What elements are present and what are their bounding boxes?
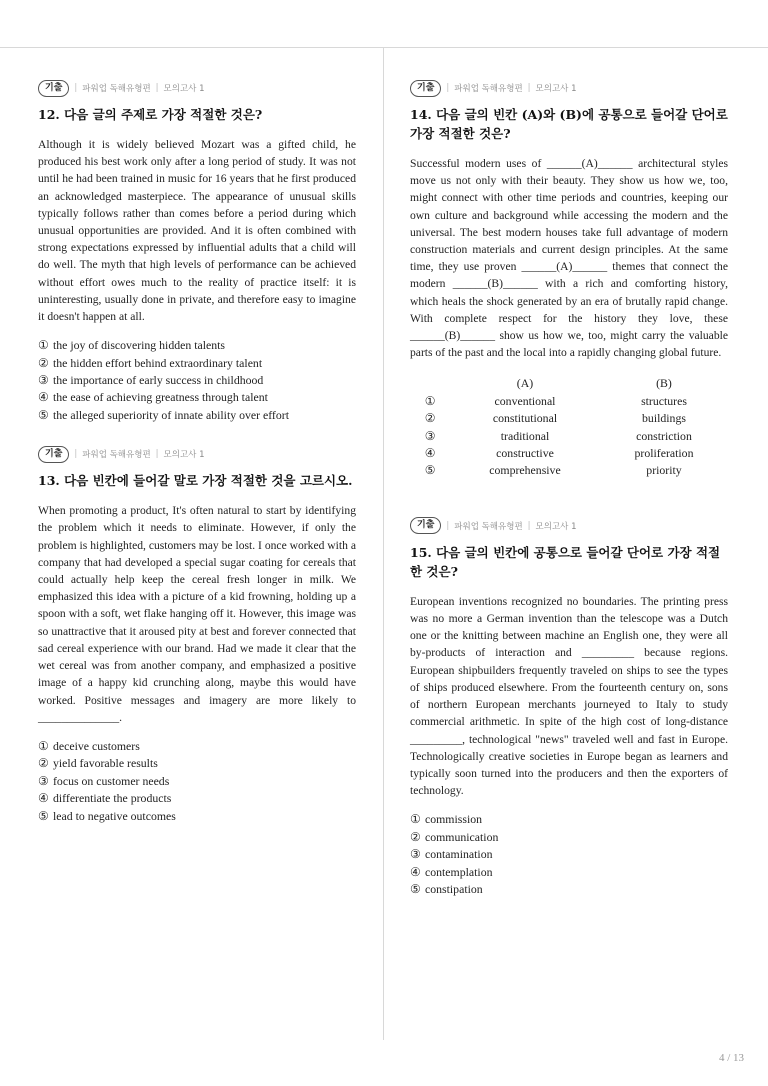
answer-option[interactable]: ② the hidden effort behind extraordinary talent — [38, 355, 263, 370]
answer-option[interactable]: ① deceive customers — [38, 738, 140, 753]
test-label: 모의고사 1 — [535, 521, 577, 532]
question-tag-row: 기출 | 파워업 독해유형편 | 모의고사 1 — [410, 78, 728, 98]
answer-option[interactable]: ④ the ease of achieving greatness through talent — [38, 390, 268, 405]
question-title: 14. 다음 글의 빈칸 (A)와 (B)에 공통으로 들어갈 단어로 가장 적절한 것은? — [410, 107, 728, 141]
answer-option[interactable]: ⑤ the alleged superiority of innate ability over effort — [38, 407, 289, 422]
answer-option[interactable]: ③ traditional constriction — [424, 428, 692, 443]
exam-badge: 기출 — [410, 517, 441, 534]
answer-options — [38, 337, 356, 424]
question-title: 13. 다음 빈칸에 들어갈 말로 가장 적절한 것을 고르시오. — [38, 473, 353, 489]
question-tag-row: 기출 | 파워업 독해유형편 | 모의고사 1 — [38, 444, 356, 464]
question-14 — [410, 78, 728, 480]
question-title: 15. 다음 글의 빈칸에 공통으로 들어갈 단어로 가장 적절한 것은? — [410, 544, 721, 579]
answer-option[interactable]: ④ differentiate the products — [38, 791, 172, 806]
answer-option[interactable]: ① the joy of discovering hidden talents — [38, 338, 225, 353]
answer-option[interactable]: ⑤ constipation — [410, 881, 483, 896]
question-tag-row: 기출 | 파워업 독해유형편 | 모의고사 1 — [410, 516, 728, 536]
answer-option[interactable]: ② constitutional buildings — [424, 411, 686, 426]
test-label: 모의고사 1 — [163, 450, 205, 461]
header-rule — [0, 47, 768, 48]
answer-option[interactable]: ① commission — [410, 812, 483, 827]
answer-options — [410, 811, 728, 898]
answer-option[interactable]: ⑤ lead to negative outcomes — [38, 808, 176, 823]
source-label: 파워업 독해유형편 — [82, 84, 151, 94]
test-label: 모의고사 1 — [535, 84, 577, 94]
source-label: 파워업 독해유형편 — [454, 521, 523, 532]
answer-option[interactable]: ② yield favorable results — [38, 756, 158, 771]
column-b-header: (B) — [656, 376, 672, 391]
test-label: 모의고사 1 — [163, 84, 205, 94]
exam-badge: 기출 — [38, 80, 69, 97]
right-column — [410, 78, 728, 898]
question-tag-row: 기출 | 파워업 독해유형편 | 모의고사 1 — [38, 78, 356, 98]
answer-option[interactable]: ④ constructive proliferation — [424, 446, 694, 461]
answer-option[interactable]: ② communication — [410, 829, 499, 844]
answer-option[interactable]: ⑤ comprehensive priority — [424, 463, 682, 478]
column-a-header: (A) — [516, 376, 534, 391]
question-passage: Although it is widely believed Mozart was a gifted child, he produced his best work only after a long period of study. It was not until he had been trained in music for 16 years that he first produced an acknowledged masterpiece. The appearance of unusual skills typically follows rather than comes before a period during which unusual opportunities are provided. And it is often combined with strong expectations expressed by influential adults that a child will do well. The myth that high levels of performance can be achieved without effort owes much to the reality of practice itself: it is uninteresting, usually done in private, and therefore easy to imagine it doesn't happen at all. — [38, 138, 356, 324]
question-passage: European inventions recognized no boundaries. The printing press was no more a German invention than the telescope was a Dutch one or the knitting between machine an English one, they were all by-products of interaction and _________ because regions. European shipbuilders frequently traveled on ships to see the types of ships produced elsewhere. From the fourteenth century on, sons of northern European merchants journeyed to Italy to study commercial arithmetic. In spite of the high cost of long-distance _________, technological "news" traveled well and fast in Europe. Technologically creative societies in Europe began as learners and typically soon turned into the producers and then the exporters of technology. — [410, 594, 728, 798]
question-passage: Successful modern uses of ______(A)______ architectural styles move us not only with their beauty. They show us how we, too, might connect with other time periods and countries, keeping our own culture and background while accessing the modern and the universal. The best modern houses take full advantage of modern construction materials and current design principles. At the same time, they use proven ______(A)______ themes that connect the modern ______(B)______ with a rich and comforting history, which heals the shock generated by an era of brutally rapid change. With complete respect for the history they love, these ______(B)______ show us how we, too, might carry the valuable parts of the past and the local into a rapidly changing global future. — [410, 157, 728, 360]
question-passage: When promoting a product, It's often natural to start by identifying the problem which it needs to eliminate. However, if only the problem is highlighted, customers may be lost. I once worked with a company that had developed a special sugar coating for cereals that could actually help keep the cereal fresh longer in milk. We emphasized this idea with a picture of a kid frowning, holding up a spoon with a soft, wet flake hanging off it. However, this image was so unattractive that it aroused pity at best and forever connected that sad cereal experience with our brand. Had we made it clear that the wet cereal was from another company, and emphasized a positive image of a happy kid crunching along, maybe this would have worked. Positive messages and imagery are more likely to ______________. — [38, 504, 356, 724]
answer-option[interactable]: ③ the importance of early success in childhood — [38, 373, 264, 388]
page-number: 4 / 13 — [718, 1052, 744, 1064]
exam-badge: 기출 — [38, 446, 69, 463]
answer-choice-table — [410, 375, 728, 479]
answer-option[interactable]: ④ contemplation — [410, 864, 493, 879]
source-label: 파워업 독해유형편 — [454, 84, 523, 94]
question-13 — [38, 444, 356, 825]
source-label: 파워업 독해유형편 — [82, 450, 151, 461]
column-divider — [383, 48, 384, 1040]
exam-badge: 기출 — [410, 80, 441, 97]
answer-table-header — [410, 375, 728, 392]
question-15 — [410, 516, 728, 898]
answer-option[interactable]: ③ contamination — [410, 847, 493, 862]
answer-option[interactable]: ① conventional structures — [424, 393, 687, 408]
question-12 — [38, 78, 356, 424]
answer-options — [38, 738, 356, 825]
answer-option[interactable]: ③ focus on customer needs — [38, 773, 170, 788]
left-column — [38, 78, 356, 825]
question-title: 12. 다음 글의 주제로 가장 적절한 것은? — [38, 107, 263, 122]
